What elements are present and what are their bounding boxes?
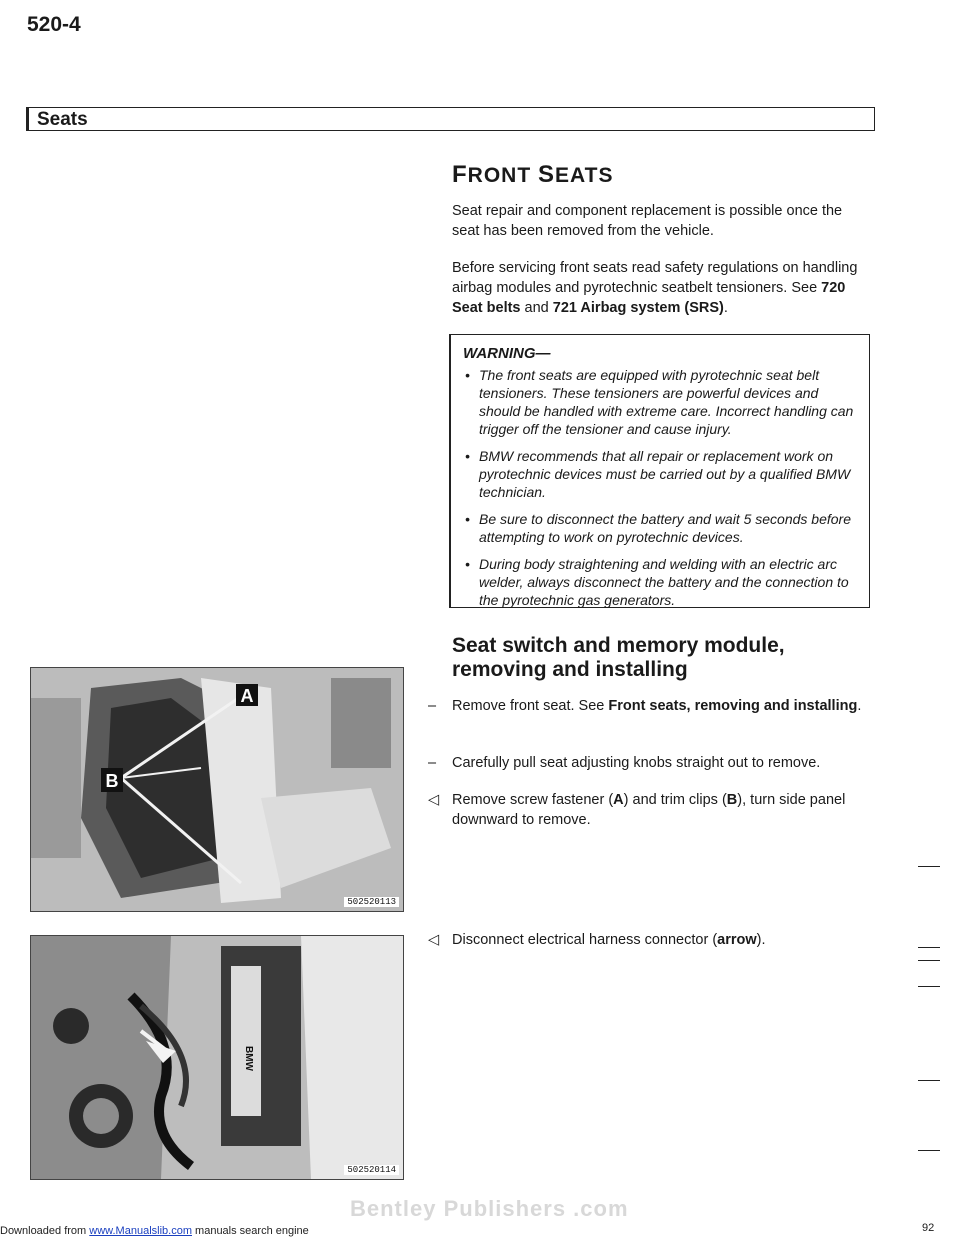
dash-marker: – bbox=[428, 698, 437, 714]
safety-and: and bbox=[520, 300, 553, 316]
step3-mid: ) and trim clips ( bbox=[623, 792, 727, 808]
crop-mark bbox=[918, 866, 940, 867]
pointer-arrow-icon: ◁ bbox=[428, 792, 440, 808]
seat-belts-ref: 720 Seat belts bbox=[452, 280, 846, 316]
warning-list bbox=[463, 366, 859, 609]
crop-mark bbox=[918, 1150, 940, 1151]
step2-text: Carefully pull seat adjusting knobs straight out to remove. bbox=[452, 755, 821, 771]
callout-a: A bbox=[240, 686, 254, 706]
photo-id: 502520114 bbox=[344, 1165, 399, 1175]
step-pull-knobs bbox=[428, 753, 872, 773]
step-text bbox=[452, 790, 870, 830]
step-text bbox=[452, 696, 870, 716]
step4-end: ). bbox=[756, 932, 766, 948]
heading-rest-1: RONT bbox=[467, 164, 538, 187]
warning-box bbox=[449, 334, 870, 608]
warning-item: • During body straightening and welding with an electric arc welder, always disconnect the battery and the connection to the pyrotechnic gas generators. bbox=[479, 555, 859, 609]
warning-item: • Be sure to disconnect the battery and wait 5 seconds before attempting to work on pyrotechnic devices. bbox=[479, 510, 859, 546]
step-remove-panel bbox=[428, 790, 872, 830]
heading-cap-f: F bbox=[452, 161, 468, 188]
publisher-watermark: Bentley Publishers .com bbox=[350, 1196, 629, 1221]
step3-text: Remove screw fastener ( bbox=[452, 792, 614, 808]
front-seats-ref: Front seats, removing and installing bbox=[608, 698, 858, 714]
step3-end: ), turn side panel downward to remove. bbox=[452, 792, 846, 828]
arrow-ref: arrow bbox=[717, 932, 757, 948]
intro-paragraph: Seat repair and component replacement is possible once the seat has been removed from the vehicle. bbox=[452, 203, 843, 239]
download-footer bbox=[0, 1225, 309, 1237]
step4-text: Disconnect electrical harness connector ( bbox=[452, 932, 718, 948]
warning-item: • The front seats are equipped with pyrotechnic seat belt tensioners. These tensioners are powerful devices and should be handled with extreme care. Incorrect handling can trigger off the tensioner and cause injury. bbox=[479, 366, 859, 438]
safety-end: . bbox=[723, 300, 728, 316]
connector-illustration bbox=[31, 936, 403, 1179]
safety-text: Before servicing front seats read safety regulations on handling airbag modules and pyrotechnic seatbelt tensioners. See bbox=[452, 260, 858, 296]
safety-paragraph bbox=[452, 258, 872, 318]
footer-prefix: Downloaded from bbox=[0, 1225, 90, 1237]
crop-mark bbox=[918, 947, 940, 948]
pointer-arrow-icon: ◁ bbox=[428, 932, 440, 948]
dash-marker: – bbox=[428, 755, 437, 771]
photo-id: 502520113 bbox=[344, 897, 399, 907]
seat-panel-illustration bbox=[31, 668, 403, 911]
page-number: 520-4 bbox=[27, 13, 81, 36]
step-disconnect bbox=[428, 930, 872, 950]
module-brand: BMW bbox=[243, 1046, 254, 1071]
footer-suffix: manuals search engine bbox=[191, 1225, 309, 1237]
manualslib-link[interactable]: www.Manualslib.com bbox=[89, 1225, 192, 1237]
heading-cap-s: S bbox=[538, 161, 556, 188]
step-text bbox=[452, 930, 870, 950]
seat-panel-photo bbox=[30, 667, 404, 912]
step1-text: Remove front seat. See bbox=[452, 698, 609, 714]
front-seats-heading bbox=[452, 161, 613, 189]
crop-mark bbox=[918, 986, 940, 987]
airbag-ref: 721 Airbag system (SRS) bbox=[552, 300, 724, 316]
callout-b: B bbox=[105, 771, 119, 791]
warning-item: • BMW recommends that all repair or replacement work on pyrotechnic devices must be carried out by a qualified BMW technician. bbox=[479, 447, 859, 501]
section-bar bbox=[26, 107, 875, 131]
harness-connector-photo bbox=[30, 935, 404, 1180]
step1-end: . bbox=[857, 698, 862, 714]
section-title: Seats bbox=[37, 109, 88, 130]
step-remove-seat bbox=[428, 696, 872, 736]
page-tag: 92 bbox=[922, 1222, 935, 1234]
warning-title: WARNING— bbox=[463, 345, 551, 362]
label-b: B bbox=[726, 792, 738, 808]
label-a: A bbox=[613, 792, 624, 808]
crop-mark bbox=[918, 1080, 940, 1081]
heading-rest-2: EATS bbox=[555, 164, 614, 187]
procedure-heading: Seat switch and memory module, removing and installing bbox=[452, 634, 785, 681]
crop-mark bbox=[918, 960, 940, 961]
